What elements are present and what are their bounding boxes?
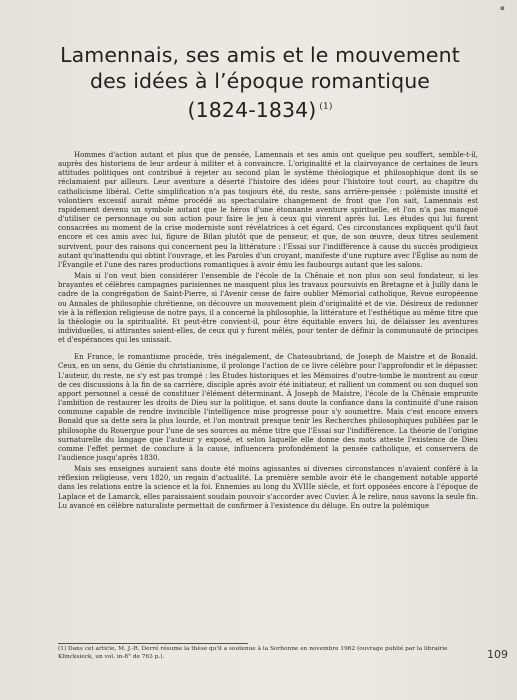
title-line-3 [30, 94, 490, 123]
title-line-1: Lamennais, ses amis et le mouvement [60, 43, 460, 67]
article-body [58, 151, 478, 513]
paragraph-4: Mais ses enseignes auraient sans doute été moins agissantes si diverses circonstances n'avaient conféré à la réflexion religieuse, vers 1820, un regain d'actualité. La première semble avoir été le changement notable apporté dans les relations entre la science et la foi. Ennemies au long du XVIIIe siècle, et fort opposées encore à l'époque de Laplace et de Lamarck, elles paraissaient soudain pouvoir s'accorder avec Cuvier. À le relire, nous savons la seule fin. Lu avancé en célèbre naturaliste permettait de confirmer à l'existence du déluge. En outre la polémique [58, 465, 478, 510]
paragraph-3: En France, le romantisme procède, très inégalement, de Chateaubriand, de Joseph de Maistre et de Bonald. Ceux, en un sens, du Génie du christianisme, il prolonge l'action de ce livre célèbre pour l'approfondir et le dépasser. L'auteur, du reste, ne s'y est pas trompé : les Études historiques et les Mémoires d'outre-tombe le montrent au cœur de ces discussions à la fin de sa carrière, disciple après avoir été initiateur, et rallient un comment ou son duquel son apport personnel a cessé de constituer l'élément déterminant. À Joseph de Maistre, l'école de la Chênaie emprunte l'ambition de restaurer les droits de Dieu sur la politique, et sans doute la confiance dans la continuité d'une raison commune capable de rendre invincible l'intelligence mise progresse pour s'y soumettre. Mais c'est encore envers Bonald que sa dette sera la plus lourde, et l'on montrait presque tenir les Recherches philosophiques publiées par le philosophe du Rouergue pour l'une de ses sources au même titre que l'Essai sur l'indifférence. La théorie de l'origine surnaturelle du langage que l'auteur y exposé, et selon laquelle elle donne des mots atteste l'existence de Dieu comme l'effet permet de conclure à la cause, influencera profondément la pensée catholique, et conservera de l'audience jusqu'après 1830. [58, 353, 478, 462]
paragraph-2: Mais si l'on veut bien considérer l'ensemble de l'école de la Chênaie et non plus son seul fondateur, si les brayantes et célèbres campagnes parisiennes ne masquent plus les travaux poursuivis en Bretagne et à Juilly dans le cadre de la congrégation de Saint-Pierre, si l'Avenir cesse de faire oublier Mémorial catholique, Revue européenne ou Annales de philosophie chrétienne, on découvre un mouvement plein d'originalité et de vie. Désireux de redonner vie à la réflexion religieuse de notre pays, il a concerné la philosophie, la littérature et l'esthétique au même titre que la théologie ou la spiritualité. Et peut-être convient-il, pour être équitable envers lui, de délaisser les aventures individuelles, si attirantes soient-elles, de ceux qui y furent mêlés, pour tenter de définir la communauté de principes et d'espérances qui les unissait. [58, 272, 478, 345]
title-footnote-mark: (1) [319, 102, 333, 112]
footnote: (1) Dans cet article, M. J.-R. Derré résume la thèse qu'il a soutenue à la Sorbonne en novembre 1962 (ouvrage publié par la librairie Klincksieck, un vol. in-8° de 763 p.). [58, 646, 448, 660]
title-years: (1824-1834) [187, 97, 317, 122]
footnote-divider [58, 643, 248, 644]
paragraph-1: Hommes d'action autant et plus que de pensée, Lamennais et ses amis ont quelque peu souffert, semble-t-il, auprès des historiens de leur ardeur à militer et à convaincre. L'originalité et la clairvoyance de certaines de leurs attitudes politiques ont contribué à rejeter au second plan le système théologique et philosophique dont ils se réclamaient par ailleurs. Leur aventure a déserté l'histoire des idées pour l'histoire tout court, au chapitre du catholicisme libéral. Cette simplification n'a pas toujours été, du reste, sans arrière-pensée : polémiste inusité et volontiers excessif aurait même procédé au spectaculaire changement de front que l'on sait, Lamennais est rapidement devenu un symbole autant que le héros d'une étonnante aventure spirituelle, et l'on n'a pas manqué d'utiliser ce personnage ou son action pour faire le jeu à ceux qui vinrent après lui. Les études qui lui furent consacrées au moment de la crise moderniste sont révélatrices à cet égard. Ces circonstances expliquent qu'il faut encore et ces amis avec lui, figure de Bilan plutôt que de penseur, et que, de son œuvre, deux titres seulement survivent, pour des raisons qui concernent peu la littérature : l'Essai sur l'indifférence à cause du succès prodigieux autant qu'inattendu qui obtint l'ouvrage, et les Paroles d'un croyant, manifeste d'une rupture avec l'Église au nom de l'Évangile et l'une des rares productions romantiques à avoir ému les faubourgs autant que les salons. [58, 151, 478, 269]
page-number: 109 [487, 648, 508, 661]
title-line-2: des idées à l’époque romantique [89, 69, 431, 93]
article-title [30, 42, 490, 123]
scan-mark: ▪ [500, 4, 505, 12]
